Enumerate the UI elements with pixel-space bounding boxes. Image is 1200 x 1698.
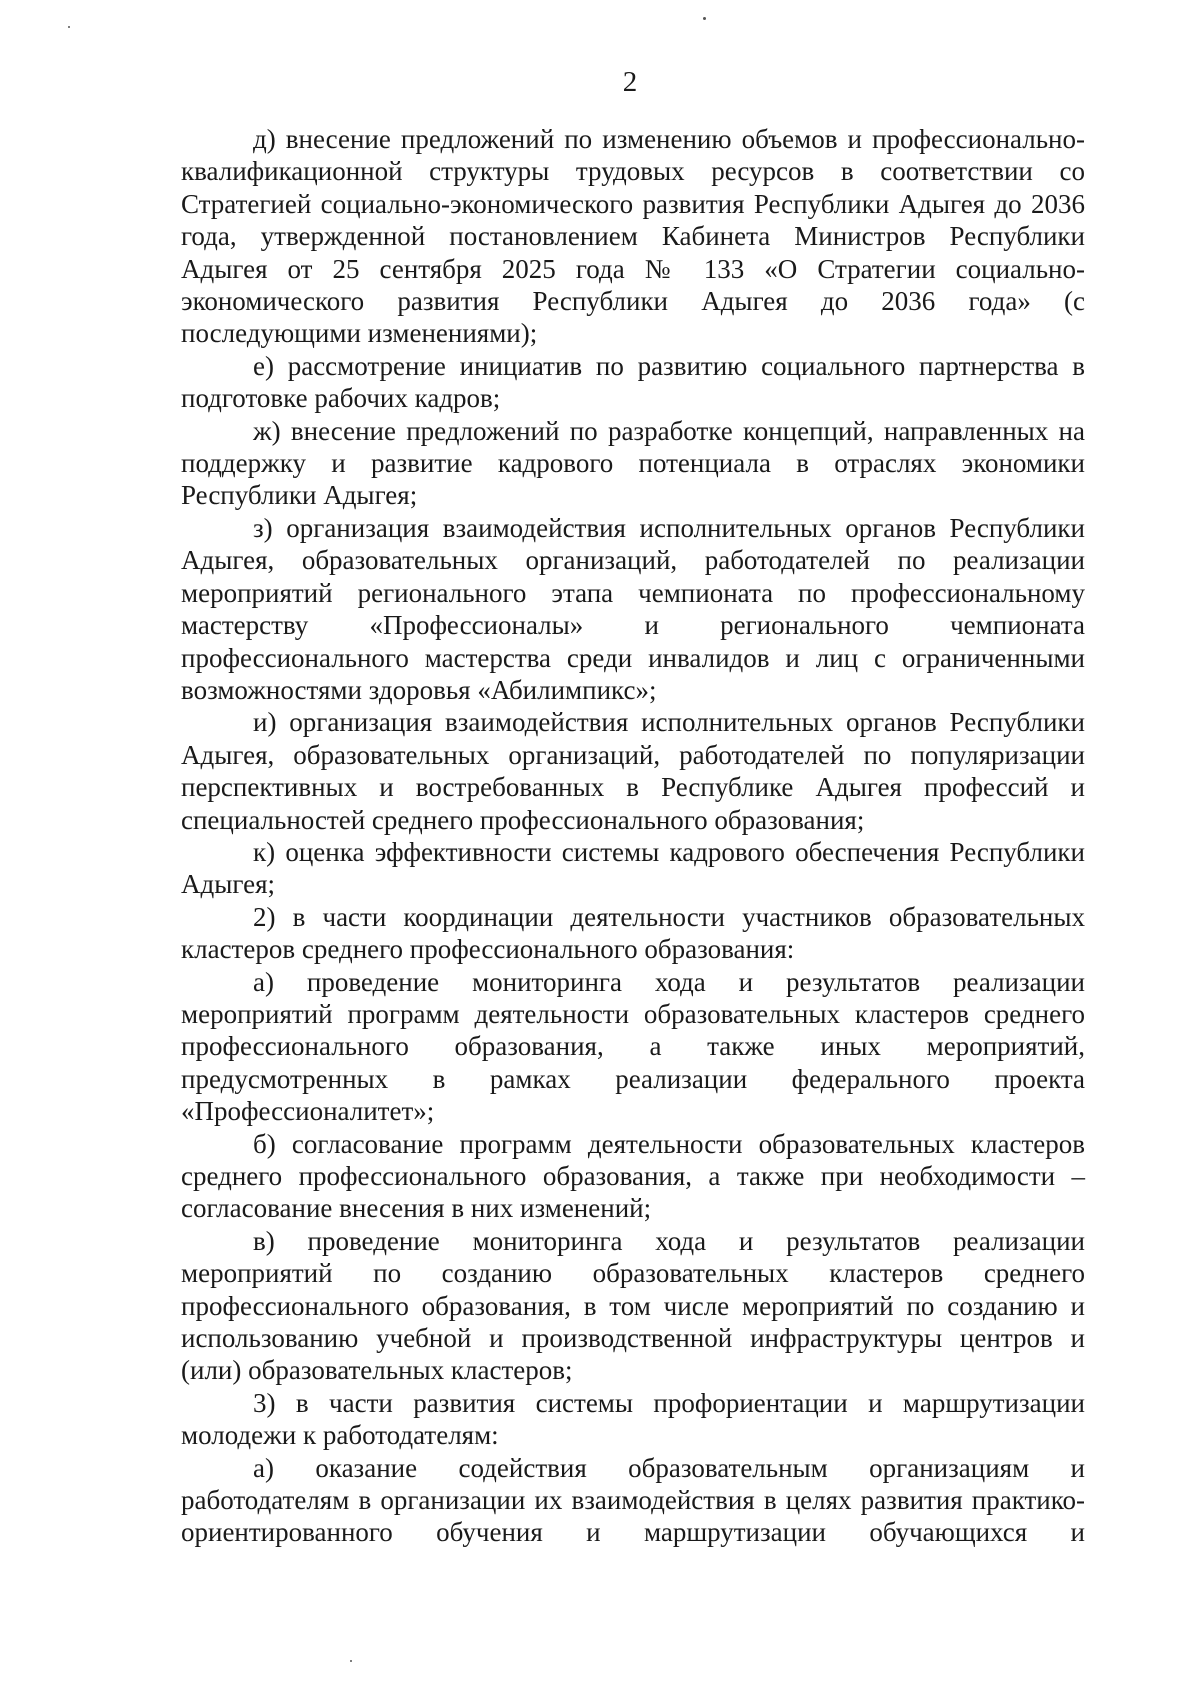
scan-speck bbox=[68, 26, 70, 28]
paragraph-3a: а) оказание содействия образовательным организациям и работодателям в организации их взаимодействия в целях развития практико-ориентированного обучения и маршрутизации обучающихся и bbox=[181, 1452, 1085, 1548]
paragraph-2b: б) согласование программ деятельности образовательных кластеров среднего профессионального образования, а также при необходимости – согласование внесения в них изменений; bbox=[181, 1128, 1085, 1224]
document-body bbox=[181, 123, 1085, 1549]
paragraph-d: д) внесение предложений по изменению объемов и профессионально-квалификационной структуры трудовых ресурсов в соответствии со Стратегией социально-экономического развития Республики Адыгея до 2036 года, утвержденной постановлением Кабинета Министров Республики Адыгея от 25 сентября 2025 года № 133 «О Стратегии социально-экономического развития Республики Адыгея до 2036 года» (с последующими изменениями); bbox=[181, 124, 1085, 349]
scan-speck bbox=[350, 1660, 352, 1662]
page-number: 2 bbox=[622, 66, 638, 98]
paragraph-2v: в) проведение мониторинга хода и результатов реализации мероприятий по созданию образовательных кластеров среднего профессионального образования, в том числе мероприятий по созданию и использованию учебной и производственной инфраструктуры центров и (или) образовательных кластеров; bbox=[181, 1225, 1085, 1386]
scan-speck bbox=[703, 17, 706, 20]
paragraph-zh: ж) внесение предложений по разработке концепций, направленных на поддержку и развитие кадрового потенциала в отраслях экономики Республики Адыгея; bbox=[181, 415, 1085, 511]
paragraph-section-2: 2) в части координации деятельности участников образовательных кластеров среднего профессионального образования: bbox=[181, 901, 1085, 965]
paragraph-2a: а) проведение мониторинга хода и результатов реализации мероприятий программ деятельности образовательных кластеров среднего профессионального образования, а также иных мероприятий, предусмотренных в рамках реализации федерального проекта «Профессионалитет»; bbox=[181, 966, 1085, 1127]
paragraph-z: з) организация взаимодействия исполнительных органов Республики Адыгея, образовательных организаций, работодателей по реализации мероприятий регионального этапа чемпионата по профессиональному мастерству «Профессионалы» и регионального чемпионата профессионального мастерства среди инвалидов и лиц с ограниченными возможностями здоровья «Абилимпикс»; bbox=[181, 512, 1085, 705]
paragraph-i: и) организация взаимодействия исполнительных органов Республики Адыгея, образовательных организаций, работодателей по популяризации перспективных и востребованных в Республике Адыгея профессий и специальностей среднего профессионального образования; bbox=[181, 707, 1085, 835]
paragraph-e: е) рассмотрение инициатив по развитию социального партнерства в подготовке рабочих кадров; bbox=[181, 350, 1085, 414]
paragraph-k: к) оценка эффективности системы кадрового обеспечения Республики Адыгея; bbox=[181, 836, 1085, 900]
paragraph-section-3: 3) в части развития системы профориентации и маршрутизации молодежи к работодателям: bbox=[181, 1387, 1085, 1451]
